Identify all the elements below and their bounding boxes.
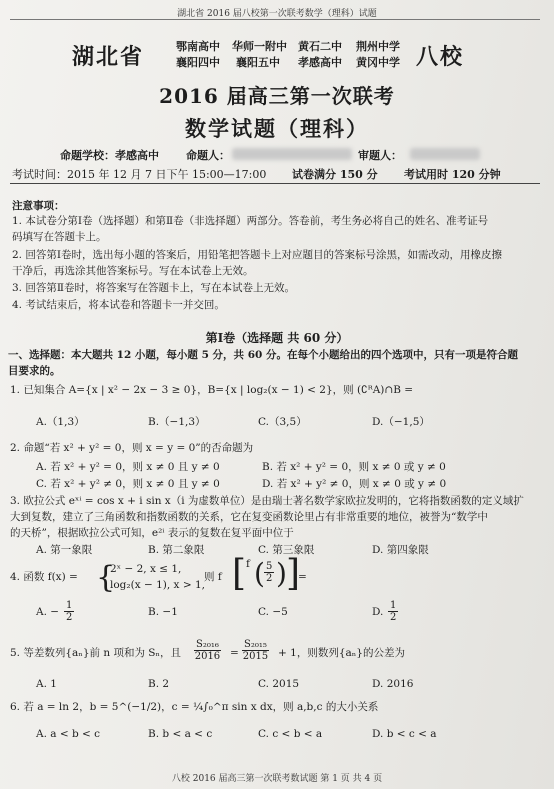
fraction <box>242 639 269 662</box>
denominator: 2 <box>390 612 397 623</box>
question-3-line: 3. 欧拉公式 eˣⁱ = cos x + i sin x（i 为虚数单位）是由瑞士著名数学家欧拉发明的，它将指数函数的定义域扩 <box>10 495 524 507</box>
school-name: 华师一附中 <box>232 40 287 53</box>
school-name: 荆州中学 <box>356 40 400 53</box>
bracket: [ <box>232 553 247 594</box>
question-5-stem: 5. 等差数列{aₙ}前 n 项和为 Sₙ，且 <box>10 647 182 659</box>
school-name: 襄阳四中 <box>176 56 220 69</box>
denominator: 2 <box>66 612 73 623</box>
question-4-prefix: 4. 函数 f(x) = <box>10 571 78 583</box>
q3-option-a: A. 第一象限 <box>36 544 93 556</box>
q2-option-b: B. 若 x² + y² = 0，则 x ≠ 0 或 y ≠ 0 <box>262 461 446 473</box>
league-name: 八校 <box>416 44 465 70</box>
school-name: 黄冈中学 <box>356 56 400 69</box>
meta-divider <box>10 183 540 184</box>
question-3-line: 大到复数，建立了三角函数和指数函数的关系，它在复变函数论里占有非常重要的地位，被誉为“数学中 <box>10 511 488 523</box>
f-label: f <box>246 558 250 570</box>
exam-duration: 考试用时 120 分钟 <box>404 168 501 181</box>
q3-option-d: D. 第四象限 <box>372 544 429 556</box>
equals-sign: = <box>230 647 239 659</box>
section-instructions: 一、选择题：本大题共 12 小题，每小题 5 分，共 60 分。在每个小题给出的四个选项中，只有一项是符合题 <box>8 349 518 361</box>
q2-option-a: A. 若 x² + y² = 0，则 x ≠ 0 且 y ≠ 0 <box>36 461 220 473</box>
school-name: 黄石二中 <box>298 40 342 53</box>
question-2-stem: 2. 命题“若 x² + y² = 0，则 x = y = 0”的否命题为 <box>10 442 254 454</box>
q4-option-d-label: D. <box>372 606 384 618</box>
note-line: 3. 回答第Ⅱ卷时，将答案写在答题卡上，写在本试卷上无效。 <box>12 282 295 294</box>
fraction <box>264 561 274 584</box>
section-title: 第Ⅰ卷（选择题 共 60 分） <box>205 331 349 345</box>
q2-option-d: D. 若 x² + y² ≠ 0，则 x ≠ 0 或 y ≠ 0 <box>262 478 447 490</box>
q4-option-a-label: A. − <box>36 606 60 618</box>
fraction <box>194 639 221 662</box>
paren: ( <box>254 557 265 590</box>
denominator: 2 <box>266 573 273 584</box>
q2-option-c: C. 若 x² + y² ≠ 0，则 x ≠ 0 且 y ≠ 0 <box>36 478 220 490</box>
note-line: 2. 回答第Ⅰ卷时，选出每小题的答案后，用铅笔把答题卡上对应题目的答案标号涂黑，如需改动，用橡皮擦 <box>12 249 503 261</box>
q4-option-a-fraction <box>64 600 74 623</box>
question-6-stem: 6. 若 a = ln 2，b = 5^(−1/2)，c = ¼∫₀^π sin x dx，则 a,b,c 的大小关系 <box>10 701 379 713</box>
school-name: 襄阳五中 <box>236 56 280 69</box>
piecewise-brace: { <box>96 560 116 595</box>
note-line: 1. 本试卷分第Ⅰ卷（选择题）和第Ⅱ卷（非选择题）两部分。答卷前，考生务必将自己的姓名、准考证号 <box>12 215 489 227</box>
denominator: 2015 <box>242 651 269 662</box>
question-5-tail: + 1，则数列{aₙ}的公差为 <box>278 647 405 659</box>
question-3-line: 的天桥”，根据欧拉公式可知，e²ⁱ 表示的复数在复平面中位于 <box>10 527 294 539</box>
bracket: ] <box>286 553 301 594</box>
q4-option-d-fraction <box>388 600 398 623</box>
piecewise-case: 2ˣ − 2, x ≤ 1, <box>110 563 182 575</box>
school-name: 鄂南高中 <box>176 40 220 53</box>
page-header: 湖北省 2016 届八校第一次联考数学（理科）试题 <box>177 9 377 19</box>
piecewise-case: log₂(x − 1), x > 1, <box>110 579 205 591</box>
q1-option-b: B.（−1,3） <box>148 416 206 428</box>
numerator: S₂₀₁₅ <box>244 639 267 650</box>
section-instructions: 目要求的。 <box>8 365 61 377</box>
numerator: S₂₀₁₆ <box>196 639 219 650</box>
q3-option-b: B. 第二象限 <box>148 544 205 556</box>
q1-option-d: D.（−1,5） <box>372 416 430 428</box>
q6-option-d: D. b < c < a <box>372 728 437 740</box>
note-line: 干净后，再选涂其他答案标号。写在本试卷上无效。 <box>12 265 254 277</box>
q6-option-c: C. c < b < a <box>258 728 323 740</box>
q5-option-d: D. 2016 <box>372 678 414 690</box>
question-1-stem: 1. 已知集合 A={x | x² − 2x − 3 ≥ 0}，B={x | log₂(x − 1) < 2}，则 (∁ᴿA)∩B = <box>10 384 414 396</box>
question-4-mid: 则 f <box>204 571 222 583</box>
note-line: 码填写在答题卡上。 <box>12 231 107 243</box>
numerator: 1 <box>66 600 73 611</box>
school-name: 孝感高中 <box>298 56 342 69</box>
q6-option-b: B. b < a < c <box>148 728 213 740</box>
q4-option-b: B. −1 <box>148 606 178 618</box>
q5-option-a: A. 1 <box>36 678 57 690</box>
paren: ) <box>276 557 287 590</box>
header-divider <box>10 19 540 20</box>
q6-option-a: A. a < b < c <box>36 728 101 740</box>
q5-option-b: B. 2 <box>148 678 170 690</box>
q4-option-c: C. −5 <box>258 606 288 618</box>
q1-option-a: A.（1,3） <box>36 416 85 428</box>
redacted-name <box>232 148 352 160</box>
question-4-suffix: = <box>298 571 307 583</box>
exam-title: 2016 届高三第一次联考 <box>159 84 395 108</box>
province-name: 湖北省 <box>72 44 145 70</box>
numerator: 5 <box>266 561 273 572</box>
q5-option-c: C. 2015 <box>258 678 300 690</box>
numerator: 1 <box>390 600 397 611</box>
q1-option-c: C.（3,5） <box>258 416 307 428</box>
full-score: 试卷满分 150 分 <box>292 168 378 181</box>
setter-school: 命题学校：孝感高中 <box>60 149 159 162</box>
exam-time: 考试时间：2015 年 12 月 7 日下午 15:00—17:00 <box>12 168 267 181</box>
reviewer-label: 审题人： <box>358 149 402 162</box>
notes-title: 注意事项： <box>12 200 65 212</box>
note-line: 4. 考试结束后，将本试卷和答题卡一并交回。 <box>12 299 225 311</box>
proposer-label: 命题人： <box>186 149 230 162</box>
page-footer: 八校 2016 届高三第一次联考数试题 第 1 页 共 4 页 <box>171 774 383 784</box>
exam-subtitle: 数学试题（理科） <box>185 116 369 141</box>
denominator: 2016 <box>194 651 221 662</box>
q3-option-c: C. 第三象限 <box>258 544 315 556</box>
redacted-name <box>410 148 480 160</box>
